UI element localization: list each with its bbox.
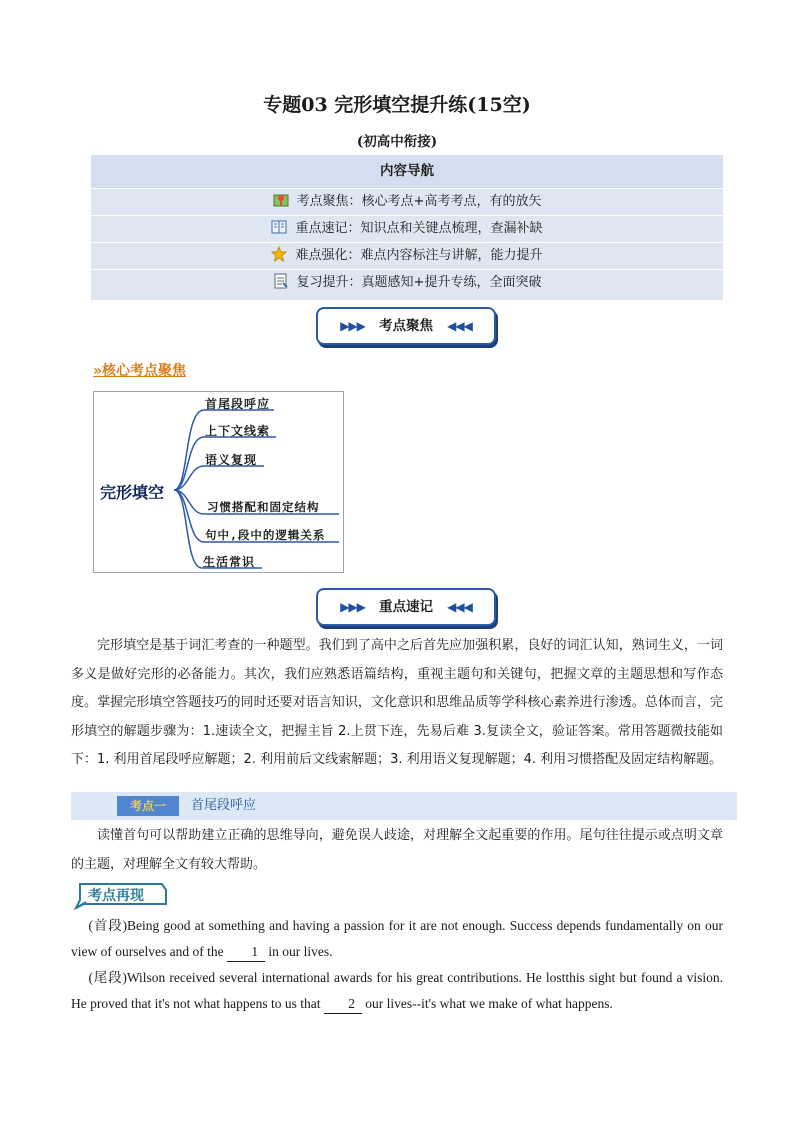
nav-item-label: 难点强化：难点内容标注与讲解，能力提升 [295,248,543,263]
page-title: 专题03 完形填空提升练(15空) [263,94,531,116]
core-focus-link[interactable]: »核心考点聚焦 [93,363,187,379]
nav-item-review [91,269,723,296]
mind-map-center: 完形填空 [100,483,165,502]
example-text: (尾段)Wilson received several international awards for his great contributions. He lostthis sight but found a vision. He proved that it's not what happens to us that [71,970,723,1011]
arrow-right-icon: ▶▶▶ [340,319,365,333]
mind-map-branch: 语义复现 [205,453,258,467]
section-label: 重点速记 [379,599,433,615]
badge-label: 考点再现 [88,888,144,904]
kaodian-bar [71,792,737,820]
book-icon [271,219,287,235]
mind-map-branch: 句中,段中的逻辑关系 [205,528,326,542]
kaodian-tag: 考点一 [117,796,179,816]
intro-paragraph: 完形填空是基于词汇考查的一种题型。我们到了高中之后首先应加强积累，良好的词汇认知，熟词生义，一词多义是做好完形的必备能力。其次，我们应熟悉语篇结构，重视主题句和关键句，把握文章的主题思想和写作态度。掌握完形填空答题技巧的同时还要对语言知识，文化意识和思维品质等学科核心素养进行渗透。总体而言，完形填空的解题步骤为：1.速读全文，把握主旨 2.上贯下连，先易后难 3.复读全文，验证答案。常用答题微技能如下：1. 利用首尾段呼应解题；2. 利用前后文线索解题；3. 利用语义复现解题；4. 利用习惯搭配及固定结构解题。 [71,638,723,767]
example-text: in our lives. [264,944,333,959]
blank-1[interactable]: 1 [227,943,265,962]
mind-map-branch: 首尾段呼应 [205,397,271,411]
kaodian-title: 首尾段呼应 [191,798,257,813]
example-text: our lives--it's what we make of what happens. [361,996,613,1011]
content-nav-heading: 内容导航 [91,155,723,188]
nav-item-focus [91,188,723,215]
nav-item-difficult [91,242,723,269]
nav-item-label: 重点速记：知识点和关键点梳理，查漏补缺 [295,221,543,236]
nav-item-label: 考点聚焦：核心考点+高考考点，有的放矢 [296,194,542,209]
mind-map-branch: 生活常识 [203,555,256,569]
nav-item-notes [91,215,723,242]
section-header-notes [316,588,496,626]
kaodian-paragraph: 读懂首句可以帮助建立正确的思维导向，避免误人歧途，对理解全文起重要的作用。尾句往往提示或点明文章的主题，对理解全文有较大帮助。 [71,828,723,872]
example-first-paragraph [71,913,723,965]
checklist-icon [273,273,289,289]
arrow-left-icon: ◀◀◀ [447,319,472,333]
map-icon [273,192,289,208]
nav-item-label: 复习提升：真题感知+提升专练，全面突破 [296,275,542,290]
mind-map [93,391,344,573]
page-subtitle: (初高中衔接) [356,134,438,150]
content-nav [91,155,723,300]
mind-map-branch: 上下文线索 [205,424,271,438]
section-header-focus [316,307,496,345]
section-label: 考点聚焦 [379,318,433,334]
mind-map-branch: 习惯搭配和固定结构 [207,500,320,514]
arrow-right-icon: ▶▶▶ [340,600,365,614]
blank-2[interactable]: 2 [324,995,362,1014]
example-last-paragraph [71,965,723,1017]
kaodian-reappear-badge [74,880,168,910]
example-text: (首段)Being good at something and having a passion for it are not enough. Success depends fundamentally on our view of ourselves and of the [71,918,723,959]
arrow-left-icon: ◀◀◀ [447,600,472,614]
star-icon [271,246,287,262]
